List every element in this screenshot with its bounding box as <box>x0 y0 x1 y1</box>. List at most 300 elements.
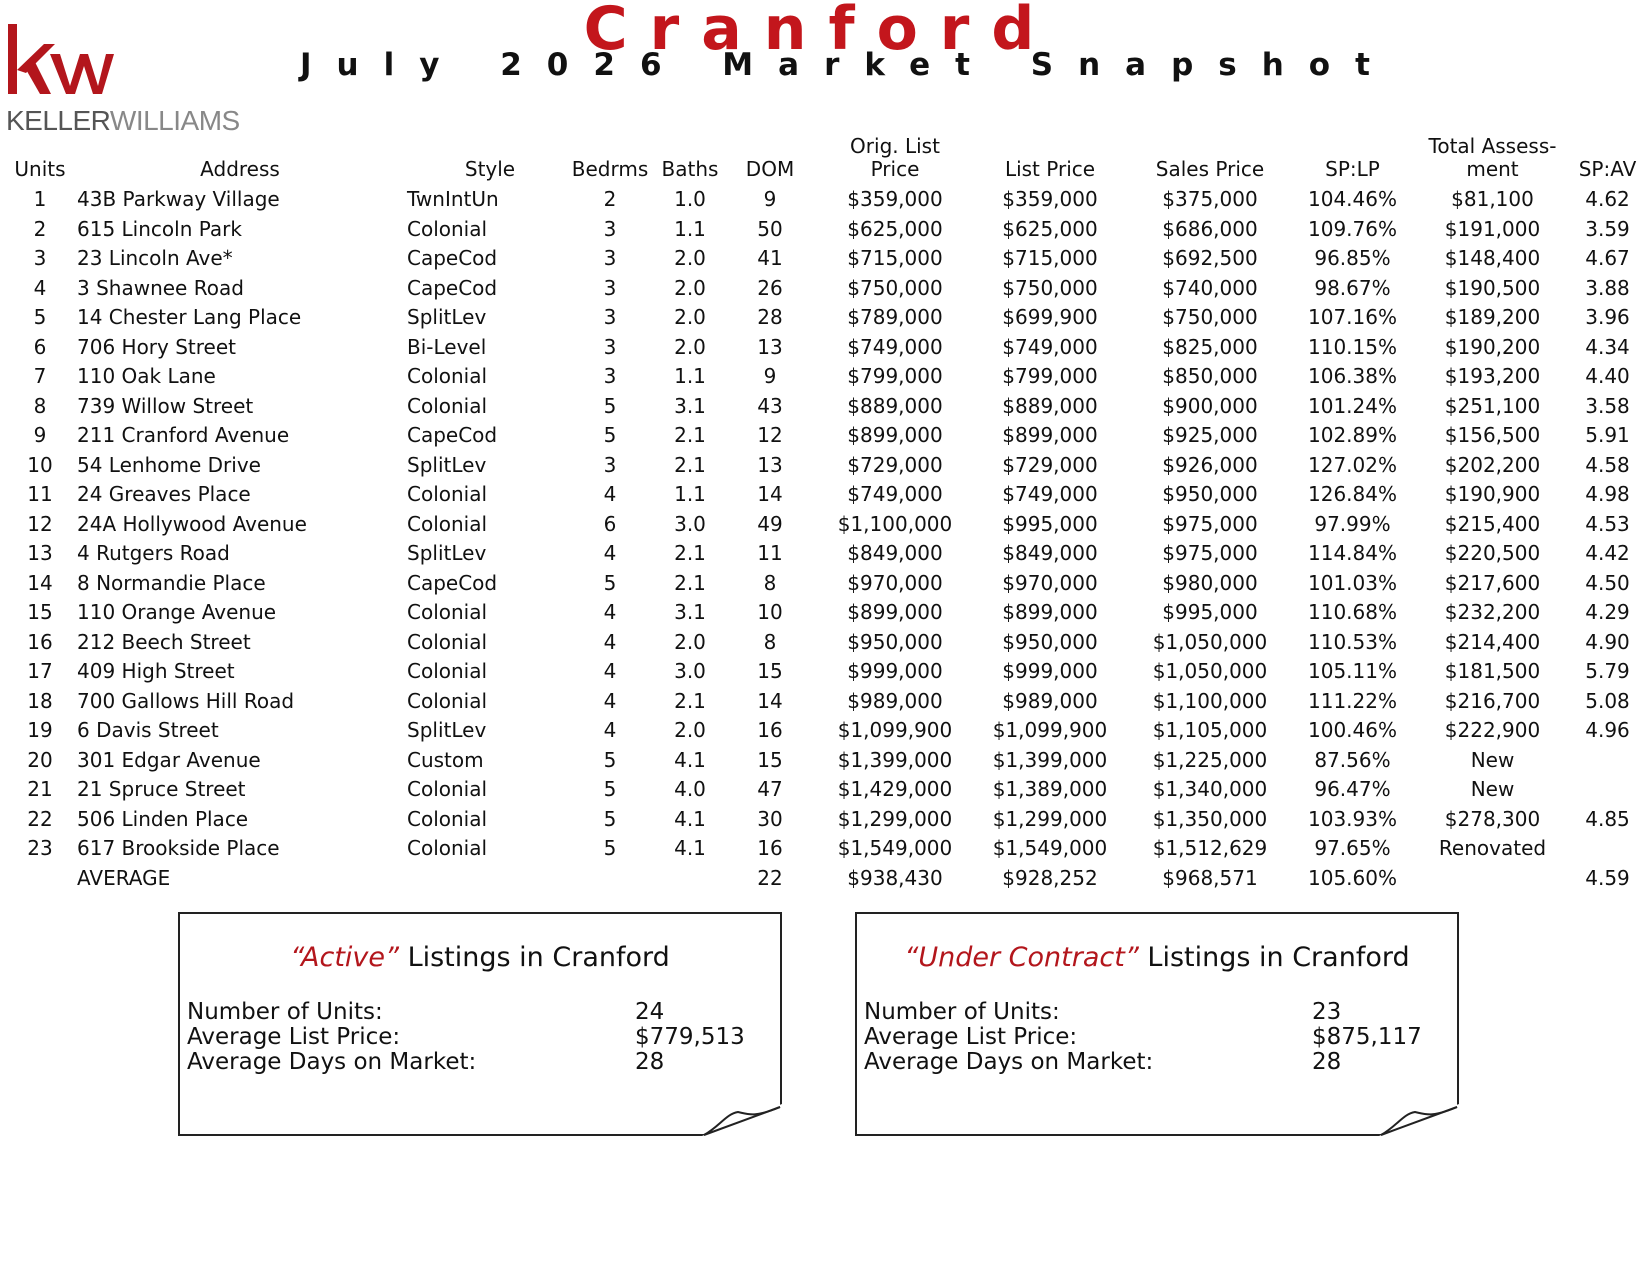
cell-style: CapeCod <box>407 246 498 270</box>
cell-splp: 101.24% <box>1308 394 1397 418</box>
cell-list-price: $1,549,000 <box>992 836 1108 860</box>
cell-style: Colonial <box>407 512 488 536</box>
cell-baths: 1.1 <box>674 364 706 388</box>
cell-list-price: $999,000 <box>1002 659 1098 683</box>
cell-dom: 41 <box>757 246 783 270</box>
cell-splp: 97.65% <box>1314 836 1391 860</box>
cell-list-price: $849,000 <box>1002 541 1098 565</box>
cell-dom: 14 <box>757 689 783 713</box>
cell-spav: 4.98 <box>1585 482 1630 506</box>
cell-bedrooms: 3 <box>603 246 617 270</box>
cell-sales-price: $1,050,000 <box>1152 659 1268 683</box>
active-listings-box <box>178 912 782 1136</box>
cell-style: CapeCod <box>407 571 498 595</box>
cell-assessment: $190,500 <box>1444 276 1541 300</box>
col-header-list-price: List Price <box>1004 157 1096 181</box>
cell-address: 54 Lenhome Drive <box>77 453 261 477</box>
active-dom-label: Average Days on Market: <box>187 1049 477 1075</box>
cell-dom: 49 <box>757 512 783 536</box>
kw-logo-icon <box>4 20 114 100</box>
cell-list-price: $749,000 <box>1002 482 1098 506</box>
cell-orig-price: $1,099,900 <box>837 718 953 742</box>
active-units-value: 24 <box>635 999 665 1025</box>
cell-orig-price: $1,299,000 <box>837 807 953 831</box>
cell-bedrooms: 4 <box>603 659 617 683</box>
cell-sales-price: $750,000 <box>1162 305 1258 329</box>
cell-splp: 110.53% <box>1308 630 1397 654</box>
cell-dom: 10 <box>757 600 783 624</box>
cell-unit: 22 <box>27 807 53 831</box>
cell-address: 24A Hollywood Avenue <box>77 512 307 536</box>
page-title: Cranford <box>583 0 1057 64</box>
cell-splp: 102.89% <box>1308 423 1397 447</box>
col-header-bedrms: Bedrms <box>571 157 649 181</box>
cell-orig-price: $938,430 <box>847 866 943 890</box>
cell-assessment: $190,900 <box>1444 482 1541 506</box>
cell-unit: 9 <box>33 423 47 447</box>
cell-bedrooms: 5 <box>603 571 617 595</box>
cell-splp: 106.38% <box>1308 364 1397 388</box>
cell-list-price: $889,000 <box>1002 394 1098 418</box>
contract-dom-value: 28 <box>1312 1049 1342 1075</box>
cell-orig-price: $715,000 <box>847 246 943 270</box>
contract-avg-price-label: Average List Price: <box>864 1024 1078 1050</box>
cell-splp: 96.85% <box>1314 246 1391 270</box>
cell-list-price: $1,389,000 <box>992 777 1108 801</box>
cell-address: 739 Willow Street <box>77 394 254 418</box>
cell-bedrooms: 5 <box>603 777 617 801</box>
cell-dom: 43 <box>757 394 783 418</box>
cell-style: CapeCod <box>407 423 498 447</box>
cell-address: 110 Orange Avenue <box>77 600 277 624</box>
cell-address: 211 Cranford Avenue <box>77 423 290 447</box>
col-header-baths: Baths <box>661 157 719 181</box>
cell-style: Colonial <box>407 394 488 418</box>
cell-baths: 2.0 <box>674 276 706 300</box>
keller-williams-wordmark: KELLERWILLIAMS <box>6 105 240 136</box>
cell-splp: 107.16% <box>1308 305 1397 329</box>
cell-orig-price: $1,549,000 <box>837 836 953 860</box>
cell-sales-price: $968,571 <box>1162 866 1258 890</box>
cell-unit: 16 <box>27 630 53 654</box>
cell-spav: 4.40 <box>1585 364 1630 388</box>
cell-splp: 127.02% <box>1308 453 1397 477</box>
cell-orig-price: $789,000 <box>847 305 943 329</box>
contract-dom-label: Average Days on Market: <box>864 1049 1154 1075</box>
cell-baths: 3.0 <box>674 512 706 536</box>
cell-address: 6 Davis Street <box>77 718 219 742</box>
cell-bedrooms: 5 <box>603 394 617 418</box>
cell-baths: 4.0 <box>674 777 706 801</box>
cell-assessment: Renovated <box>1438 836 1547 860</box>
cell-style: Bi-Level <box>407 335 487 359</box>
cell-orig-price: $989,000 <box>847 689 943 713</box>
cell-splp: 87.56% <box>1314 748 1391 772</box>
cell-unit: 12 <box>27 512 53 536</box>
cell-orig-price: $889,000 <box>847 394 943 418</box>
cell-sales-price: $692,500 <box>1162 246 1258 270</box>
cell-sales-price: $975,000 <box>1162 541 1258 565</box>
cell-orig-price: $1,429,000 <box>837 777 953 801</box>
contract-avg-price-value: $875,117 <box>1312 1024 1422 1050</box>
cell-bedrooms: 3 <box>603 364 617 388</box>
cell-list-price: $928,252 <box>1002 866 1098 890</box>
cell-address: 301 Edgar Avenue <box>77 748 261 772</box>
cell-orig-price: $899,000 <box>847 423 943 447</box>
cell-splp: 101.03% <box>1308 571 1397 595</box>
cell-assessment: $156,500 <box>1444 423 1541 447</box>
cell-assessment: $148,400 <box>1444 246 1541 270</box>
cell-list-price: $1,399,000 <box>992 748 1108 772</box>
cell-spav: 4.29 <box>1585 600 1630 624</box>
under-contract-listings-box <box>855 912 1459 1136</box>
col-header-assessment-1: Total Assess- <box>1428 134 1557 158</box>
cell-bedrooms: 4 <box>603 482 617 506</box>
cell-dom: 8 <box>763 630 777 654</box>
cell-orig-price: $950,000 <box>847 630 943 654</box>
cell-bedrooms: 5 <box>603 807 617 831</box>
cell-orig-price: $799,000 <box>847 364 943 388</box>
cell-list-price: $799,000 <box>1002 364 1098 388</box>
cell-assessment: $81,100 <box>1451 187 1534 211</box>
cell-address: 4 Rutgers Road <box>77 541 230 565</box>
cell-unit: 13 <box>27 541 53 565</box>
cell-spav: 4.67 <box>1585 246 1630 270</box>
cell-sales-price: $975,000 <box>1162 512 1258 536</box>
cell-dom: 22 <box>757 866 783 890</box>
cell-sales-price: $850,000 <box>1162 364 1258 388</box>
cell-style: TwnIntUn <box>407 187 499 211</box>
cell-dom: 26 <box>757 276 783 300</box>
cell-sales-price: $740,000 <box>1162 276 1258 300</box>
cell-list-price: $899,000 <box>1002 423 1098 447</box>
cell-dom: 16 <box>757 718 783 742</box>
cell-unit: 23 <box>27 836 53 860</box>
cell-list-price: $729,000 <box>1002 453 1098 477</box>
cell-address: 21 Spruce Street <box>77 777 246 801</box>
cell-sales-price: $900,000 <box>1162 394 1258 418</box>
cell-splp: 105.60% <box>1308 866 1397 890</box>
cell-unit: 15 <box>27 600 53 624</box>
cell-assessment: $189,200 <box>1444 305 1541 329</box>
cell-list-price: $995,000 <box>1002 512 1098 536</box>
cell-address: 212 Beech Street <box>77 630 251 654</box>
cell-baths: 2.1 <box>674 423 706 447</box>
cell-style: Colonial <box>407 777 488 801</box>
contract-units-label: Number of Units: <box>864 999 1060 1025</box>
cell-bedrooms: 3 <box>603 217 617 241</box>
cell-baths: 2.1 <box>674 571 706 595</box>
cell-dom: 28 <box>757 305 783 329</box>
cell-splp: 96.47% <box>1314 777 1391 801</box>
cell-assessment: $191,000 <box>1444 217 1541 241</box>
cell-sales-price: $825,000 <box>1162 335 1258 359</box>
cell-baths: 2.0 <box>674 246 706 270</box>
cell-dom: 13 <box>757 335 783 359</box>
cell-bedrooms: 4 <box>603 630 617 654</box>
cell-unit: 11 <box>27 482 53 506</box>
cell-style: Colonial <box>407 364 488 388</box>
cell-spav: 4.34 <box>1585 335 1630 359</box>
under-contract-listings-title: “Under Contract” Listings in Cranford <box>904 942 1410 973</box>
cell-splp: 103.93% <box>1308 807 1397 831</box>
cell-splp: 100.46% <box>1308 718 1397 742</box>
page-curl-icon <box>1379 1104 1459 1136</box>
cell-spav: 3.58 <box>1585 394 1630 418</box>
cell-spav: 4.96 <box>1585 718 1630 742</box>
active-listings-title: “Active” Listings in Cranford <box>290 942 670 973</box>
cell-baths: 1.1 <box>674 217 706 241</box>
cell-splp: 110.68% <box>1308 600 1397 624</box>
cell-orig-price: $970,000 <box>847 571 943 595</box>
cell-sales-price: $980,000 <box>1162 571 1258 595</box>
cell-spav: 5.91 <box>1585 423 1630 447</box>
cell-style: CapeCod <box>407 276 498 300</box>
cell-bedrooms: 6 <box>603 512 617 536</box>
cell-list-price: $715,000 <box>1002 246 1098 270</box>
cell-spav: 3.88 <box>1585 276 1630 300</box>
cell-dom: 30 <box>757 807 783 831</box>
cell-orig-price: $899,000 <box>847 600 943 624</box>
cell-splp: 109.76% <box>1308 217 1397 241</box>
cell-unit: 17 <box>27 659 53 683</box>
cell-baths: 2.0 <box>674 718 706 742</box>
cell-bedrooms: 4 <box>603 541 617 565</box>
cell-assessment: $216,700 <box>1444 689 1541 713</box>
cell-baths: 1.1 <box>674 482 706 506</box>
cell-assessment: $214,400 <box>1444 630 1541 654</box>
cell-baths: 3.1 <box>674 600 706 624</box>
cell-orig-price: $625,000 <box>847 217 943 241</box>
cell-unit: 3 <box>33 246 47 270</box>
cell-address: 8 Normandie Place <box>77 571 266 595</box>
cell-assessment: $181,500 <box>1444 659 1541 683</box>
cell-baths: 2.0 <box>674 630 706 654</box>
cell-unit: 18 <box>27 689 53 713</box>
cell-baths: 3.1 <box>674 394 706 418</box>
cell-address: 110 Oak Lane <box>77 364 216 388</box>
cell-bedrooms: 5 <box>603 836 617 860</box>
cell-address: 409 High Street <box>77 659 235 683</box>
cell-dom: 15 <box>757 659 783 683</box>
active-units-label: Number of Units: <box>187 999 383 1025</box>
cell-unit: 8 <box>33 394 47 418</box>
cell-assessment: $215,400 <box>1444 512 1541 536</box>
cell-assessment: $202,200 <box>1444 453 1541 477</box>
cell-style: SplitLev <box>407 541 487 565</box>
cell-address: AVERAGE <box>77 866 171 890</box>
cell-spav: 3.96 <box>1585 305 1630 329</box>
cell-spav: 5.08 <box>1585 689 1630 713</box>
cell-baths: 2.0 <box>674 335 706 359</box>
col-header-orig-list-2: Price <box>870 157 920 181</box>
cell-address: 615 Lincoln Park <box>77 217 242 241</box>
cell-bedrooms: 2 <box>603 187 617 211</box>
cell-bedrooms: 3 <box>603 305 617 329</box>
cell-spav: 4.62 <box>1585 187 1630 211</box>
cell-sales-price: $995,000 <box>1162 600 1258 624</box>
cell-list-price: $899,000 <box>1002 600 1098 624</box>
active-avg-price-label: Average List Price: <box>187 1024 401 1050</box>
cell-dom: 8 <box>763 571 777 595</box>
cell-spav: 5.79 <box>1585 659 1630 683</box>
cell-baths: 4.1 <box>674 836 706 860</box>
cell-assessment: New <box>1470 748 1515 772</box>
cell-baths: 2.1 <box>674 689 706 713</box>
cell-list-price: $970,000 <box>1002 571 1098 595</box>
cell-unit: 4 <box>33 276 47 300</box>
cell-assessment: $278,300 <box>1444 807 1541 831</box>
cell-sales-price: $1,225,000 <box>1152 748 1268 772</box>
cell-spav: 4.90 <box>1585 630 1630 654</box>
cell-style: Colonial <box>407 659 488 683</box>
cell-bedrooms: 4 <box>603 718 617 742</box>
cell-sales-price: $1,350,000 <box>1152 807 1268 831</box>
col-header-sales-price: Sales Price <box>1155 157 1265 181</box>
cell-list-price: $950,000 <box>1002 630 1098 654</box>
page-subtitle: July 2026 Market Snapshot <box>300 47 1395 83</box>
cell-orig-price: $849,000 <box>847 541 943 565</box>
cell-sales-price: $1,105,000 <box>1152 718 1268 742</box>
cell-dom: 16 <box>757 836 783 860</box>
cell-unit: 5 <box>33 305 47 329</box>
cell-address: 506 Linden Place <box>77 807 249 831</box>
cell-baths: 1.0 <box>674 187 706 211</box>
cell-bedrooms: 4 <box>603 689 617 713</box>
cell-list-price: $699,900 <box>1002 305 1098 329</box>
cell-spav: 3.59 <box>1585 217 1630 241</box>
page-curl-icon <box>702 1104 782 1136</box>
cell-unit: 14 <box>27 571 53 595</box>
cell-list-price: $359,000 <box>1002 187 1098 211</box>
cell-sales-price: $926,000 <box>1162 453 1258 477</box>
cell-unit: 21 <box>27 777 53 801</box>
cell-baths: 4.1 <box>674 748 706 772</box>
cell-style: Custom <box>407 748 484 772</box>
col-header-splp: SP:LP <box>1325 157 1380 181</box>
contract-units-value: 23 <box>1312 999 1342 1025</box>
col-header-spav: SP:AV <box>1578 157 1637 181</box>
cell-sales-price: $375,000 <box>1162 187 1258 211</box>
cell-style: Colonial <box>407 630 488 654</box>
col-header-units: Units <box>14 157 66 181</box>
cell-sales-price: $950,000 <box>1162 482 1258 506</box>
cell-spav: 4.85 <box>1585 807 1630 831</box>
cell-splp: 114.84% <box>1308 541 1397 565</box>
cell-style: Colonial <box>407 807 488 831</box>
cell-bedrooms: 4 <box>603 600 617 624</box>
cell-splp: 105.11% <box>1308 659 1397 683</box>
cell-assessment: $222,900 <box>1444 718 1541 742</box>
cell-dom: 12 <box>757 423 783 447</box>
cell-sales-price: $1,512,629 <box>1152 836 1268 860</box>
cell-assessment: $190,200 <box>1444 335 1541 359</box>
cell-address: 23 Lincoln Ave* <box>77 246 233 270</box>
cell-list-price: $625,000 <box>1002 217 1098 241</box>
cell-dom: 9 <box>763 187 777 211</box>
cell-bedrooms: 3 <box>603 453 617 477</box>
cell-unit: 7 <box>33 364 47 388</box>
cell-spav: 4.42 <box>1585 541 1630 565</box>
cell-dom: 11 <box>757 541 783 565</box>
cell-dom: 9 <box>763 364 777 388</box>
cell-dom: 13 <box>757 453 783 477</box>
cell-sales-price: $1,340,000 <box>1152 777 1268 801</box>
cell-assessment: $232,200 <box>1444 600 1541 624</box>
cell-unit: 20 <box>27 748 53 772</box>
cell-splp: 97.99% <box>1314 512 1391 536</box>
col-header-orig-list-1: Orig. List <box>850 134 940 158</box>
cell-address: 617 Brookside Place <box>77 836 280 860</box>
cell-baths: 2.1 <box>674 453 706 477</box>
cell-splp: 111.22% <box>1308 689 1397 713</box>
cell-list-price: $1,299,000 <box>992 807 1108 831</box>
cell-baths: 2.0 <box>674 305 706 329</box>
cell-unit: 2 <box>33 217 47 241</box>
col-header-assessment-2: ment <box>1466 157 1519 181</box>
cell-orig-price: $1,100,000 <box>837 512 953 536</box>
cell-address: 14 Chester Lang Place <box>77 305 302 329</box>
cell-assessment: $193,200 <box>1444 364 1541 388</box>
cell-sales-price: $686,000 <box>1162 217 1258 241</box>
cell-orig-price: $999,000 <box>847 659 943 683</box>
cell-spav: 4.50 <box>1585 571 1630 595</box>
cell-address: 43B Parkway Village <box>77 187 280 211</box>
cell-address: 706 Hory Street <box>77 335 236 359</box>
cell-dom: 47 <box>757 777 783 801</box>
cell-splp: 104.46% <box>1308 187 1397 211</box>
cell-list-price: $989,000 <box>1002 689 1098 713</box>
cell-style: SplitLev <box>407 305 487 329</box>
cell-baths: 2.1 <box>674 541 706 565</box>
cell-splp: 98.67% <box>1314 276 1391 300</box>
keller-williams-logo <box>4 20 244 135</box>
cell-assessment: $251,100 <box>1444 394 1541 418</box>
cell-style: Colonial <box>407 836 488 860</box>
cell-style: Colonial <box>407 482 488 506</box>
cell-orig-price: $1,399,000 <box>837 748 953 772</box>
col-header-address: Address <box>200 157 280 181</box>
cell-assessment: $220,500 <box>1444 541 1541 565</box>
cell-baths: 4.1 <box>674 807 706 831</box>
cell-dom: 14 <box>757 482 783 506</box>
cell-style: Colonial <box>407 689 488 713</box>
cell-list-price: $1,099,900 <box>992 718 1108 742</box>
cell-spav: 4.53 <box>1585 512 1630 536</box>
cell-style: Colonial <box>407 217 488 241</box>
cell-splp: 126.84% <box>1308 482 1397 506</box>
cell-assessment: New <box>1470 777 1515 801</box>
cell-orig-price: $750,000 <box>847 276 943 300</box>
cell-bedrooms: 3 <box>603 276 617 300</box>
cell-style: SplitLev <box>407 453 487 477</box>
cell-orig-price: $729,000 <box>847 453 943 477</box>
cell-unit: 19 <box>27 718 53 742</box>
cell-sales-price: $925,000 <box>1162 423 1258 447</box>
cell-baths: 3.0 <box>674 659 706 683</box>
cell-splp: 110.15% <box>1308 335 1397 359</box>
cell-orig-price: $359,000 <box>847 187 943 211</box>
cell-address: 700 Gallows Hill Road <box>77 689 295 713</box>
cell-style: SplitLev <box>407 718 487 742</box>
cell-bedrooms: 5 <box>603 423 617 447</box>
cell-sales-price: $1,100,000 <box>1152 689 1268 713</box>
cell-dom: 15 <box>757 748 783 772</box>
cell-assessment: $217,600 <box>1444 571 1541 595</box>
cell-unit: 6 <box>33 335 47 359</box>
cell-bedrooms: 5 <box>603 748 617 772</box>
cell-spav: 4.59 <box>1585 866 1630 890</box>
